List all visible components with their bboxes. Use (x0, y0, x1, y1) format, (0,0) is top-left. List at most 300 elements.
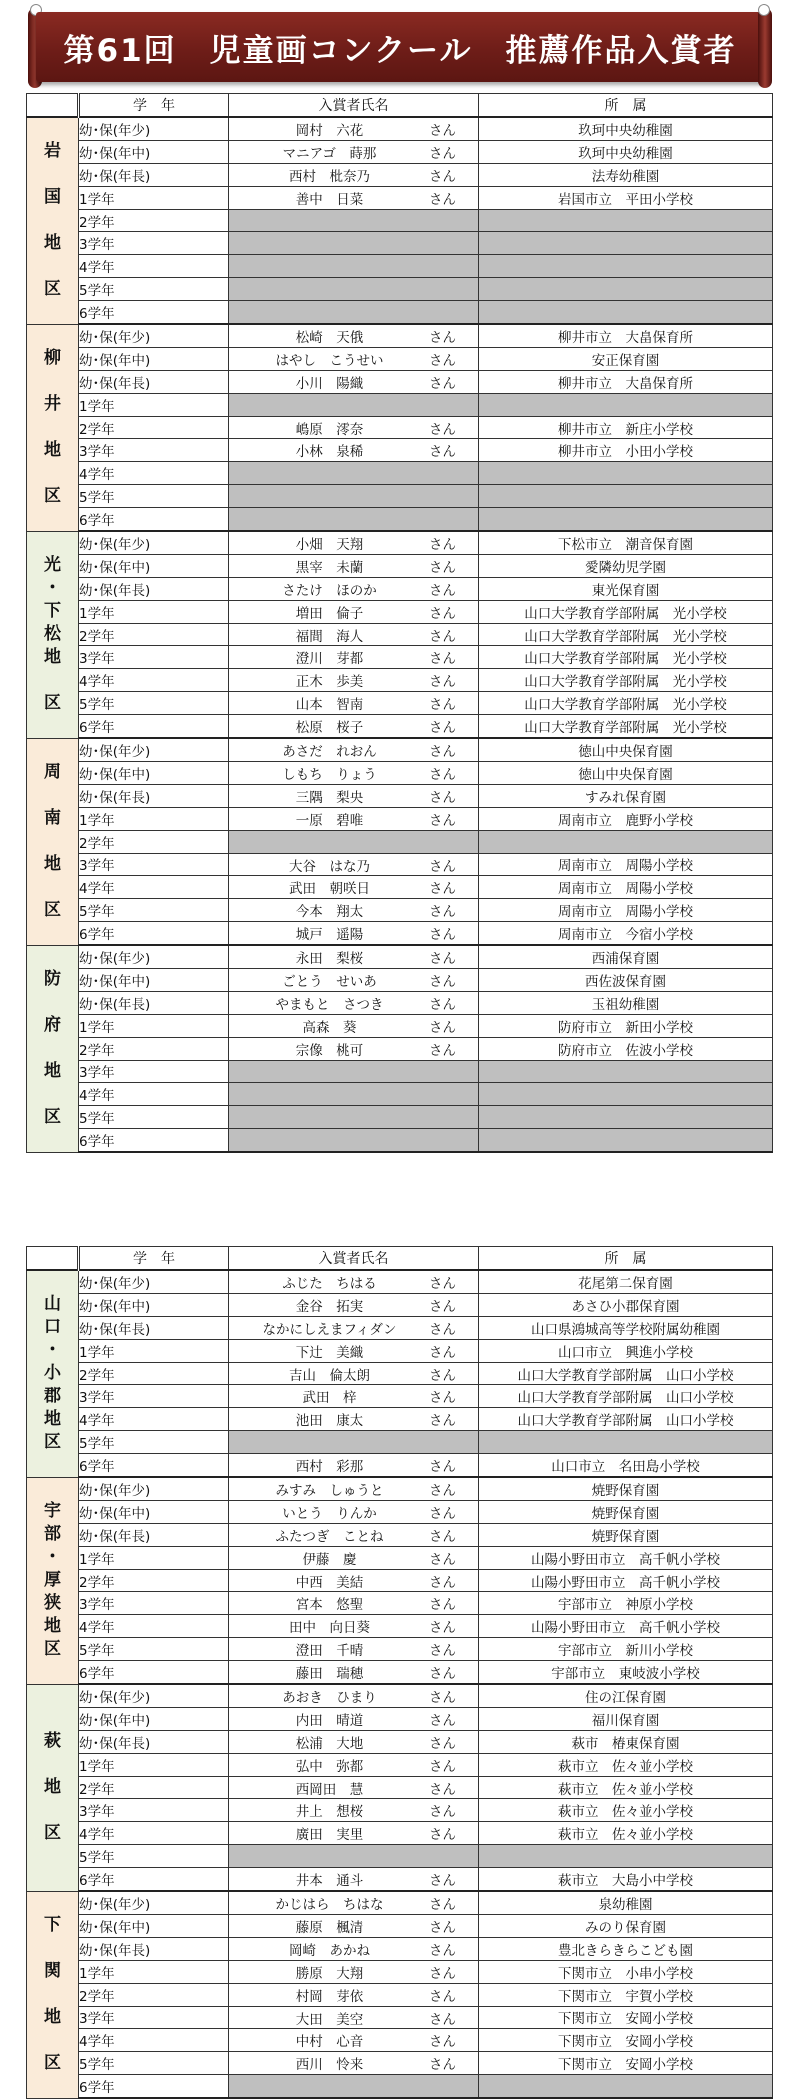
grade-cell: 幼･保(年長) (79, 1730, 229, 1753)
winner-name: ふじた ちはる (282, 1276, 377, 1292)
winner-name: あおき ひまり (282, 1690, 377, 1707)
honorific-suffix: さん (429, 375, 456, 392)
table-row (27, 1293, 773, 1316)
honorific-suffix: さん (429, 697, 456, 714)
empty-name-cell (229, 255, 479, 278)
winner-name: 小川 陽織 (295, 375, 364, 392)
honorific-suffix: さん (429, 1459, 456, 1476)
winner-name-cell (229, 1316, 479, 1339)
winner-name: 黒宰 未蘭 (295, 559, 364, 576)
winner-name-cell (229, 1960, 479, 1983)
honorific-suffix: さん (429, 1367, 456, 1384)
honorific-suffix: さん (429, 1505, 456, 1522)
empty-school-cell (479, 2075, 773, 2098)
empty-school-cell (479, 1060, 773, 1083)
winner-name: 岡村 六花 (295, 123, 364, 139)
region-label: 岩 国 地 区 (44, 141, 61, 300)
grade-cell: 1学年 (79, 600, 229, 623)
honorific-suffix: さん (429, 1919, 456, 1936)
table-row (27, 1845, 773, 1868)
honorific-suffix: さん (429, 1965, 456, 1982)
empty-name-cell (229, 232, 479, 255)
table-row (27, 807, 773, 830)
winner-name-cell (229, 1500, 479, 1523)
winner-name-cell (229, 117, 479, 140)
winner-name-cell (229, 1937, 479, 1960)
winner-name-cell (229, 1684, 479, 1707)
header-name: 入賞者氏名 (229, 94, 479, 118)
school-cell: 周南市立 鹿野小学校 (479, 807, 773, 830)
grade-cell: 3学年 (79, 1592, 229, 1615)
honorific-suffix: さん (429, 605, 456, 622)
honorific-suffix: さん (429, 2034, 456, 2051)
school-cell: 下松市立 潮音保育園 (479, 531, 773, 554)
empty-school-cell (479, 1431, 773, 1454)
grade-cell: 2学年 (79, 1569, 229, 1592)
school-cell: 焼野保育園 (479, 1523, 773, 1546)
grade-cell: 幼･保(年長) (79, 784, 229, 807)
school-cell: 玖珂中央幼稚園 (479, 117, 773, 140)
empty-name-cell (229, 1845, 479, 1868)
table-row (27, 1615, 773, 1638)
empty-name-cell (229, 508, 479, 531)
table-row (27, 1914, 773, 1937)
grade-cell: 5学年 (79, 278, 229, 301)
grade-cell: 4学年 (79, 1822, 229, 1845)
grade-cell: 幼･保(年中) (79, 347, 229, 370)
honorific-suffix: さん (429, 1413, 456, 1430)
honorific-suffix: さん (429, 1827, 456, 1844)
winner-name: 高森 葵 (302, 1019, 357, 1036)
table-row (27, 370, 773, 393)
empty-name-cell (229, 462, 479, 485)
school-cell: 徳山中央保育園 (479, 738, 773, 761)
winner-name: 武田 朝咲日 (289, 881, 370, 898)
header-grade: 学 年 (79, 94, 229, 118)
winner-name: 田中 向日葵 (289, 1620, 370, 1637)
winner-name: 岡崎 あかね (289, 1942, 370, 1959)
table-row (27, 347, 773, 370)
grade-cell: 幼･保(年少) (79, 945, 229, 968)
winner-name: 勝原 大翔 (295, 1965, 364, 1982)
table-row (27, 1083, 773, 1106)
empty-school-cell (479, 462, 773, 485)
grade-cell: 幼･保(年中) (79, 1914, 229, 1937)
grade-cell: 5学年 (79, 1106, 229, 1129)
honorific-suffix: さん (429, 1298, 456, 1315)
grade-cell: 2学年 (79, 1037, 229, 1060)
honorific-suffix: さん (429, 1690, 456, 1707)
winner-name-cell (229, 1523, 479, 1546)
table-row (27, 1868, 773, 1891)
grade-cell: 6学年 (79, 1661, 229, 1684)
winner-name-cell (229, 347, 479, 370)
honorific-suffix: さん (429, 766, 456, 783)
winner-name-cell (229, 1730, 479, 1753)
winner-name-cell (229, 1293, 479, 1316)
winner-name: 金谷 拓実 (295, 1298, 364, 1315)
honorific-suffix: さん (429, 168, 456, 185)
winner-name-cell (229, 1592, 479, 1615)
empty-school-cell (479, 209, 773, 232)
grade-cell: 5学年 (79, 1638, 229, 1661)
grade-cell: 幼･保(年少) (79, 324, 229, 347)
winner-name: 大谷 はな乃 (289, 858, 370, 875)
school-cell: 山口大学教育学部附属 山口小学校 (479, 1362, 773, 1385)
table-row (27, 945, 773, 968)
table-row (27, 186, 773, 209)
winner-name-cell (229, 1270, 479, 1293)
grade-cell: 4学年 (79, 1408, 229, 1431)
grade-cell: 2学年 (79, 209, 229, 232)
table-row (27, 2006, 773, 2029)
winner-name-cell (229, 669, 479, 692)
school-cell: 萩市立 佐々並小学校 (479, 1776, 773, 1799)
region-label: 宇 部 ・ 厚 狭 地 区 (44, 1501, 61, 1659)
winner-name-cell (229, 1014, 479, 1037)
school-cell: 泉幼稚園 (479, 1891, 773, 1914)
grade-cell: 6学年 (79, 715, 229, 738)
table-row (27, 1730, 773, 1753)
winner-name-cell (229, 646, 479, 669)
honorific-suffix: さん (429, 1321, 456, 1338)
table-row (27, 140, 773, 163)
table-row (27, 991, 773, 1014)
table-row (27, 508, 773, 531)
table-row (27, 623, 773, 646)
winner-name-cell (229, 1914, 479, 1937)
grade-cell: 4学年 (79, 255, 229, 278)
grade-cell: 幼･保(年長) (79, 1523, 229, 1546)
winner-name-cell (229, 991, 479, 1014)
table-row (27, 2075, 773, 2098)
honorific-suffix: さん (429, 1528, 456, 1545)
grade-cell: 幼･保(年少) (79, 117, 229, 140)
winner-name: 中西 美結 (295, 1574, 364, 1591)
school-cell: 安正保育園 (479, 347, 773, 370)
table-row (27, 1060, 773, 1083)
winner-name-cell (229, 623, 479, 646)
honorific-suffix: さん (429, 1390, 456, 1407)
table-row (27, 2029, 773, 2052)
grade-cell: 幼･保(年長) (79, 991, 229, 1014)
winner-name-cell (229, 324, 479, 347)
honorific-suffix: さん (429, 444, 456, 461)
empty-school-cell (479, 232, 773, 255)
honorific-suffix: さん (429, 123, 456, 139)
school-cell: 山口大学教育学部附属 光小学校 (479, 600, 773, 623)
region-cell (27, 117, 79, 324)
grade-cell: 幼･保(年長) (79, 163, 229, 186)
winner-name-cell (229, 761, 479, 784)
grade-cell: 6学年 (79, 1454, 229, 1477)
honorific-suffix: さん (429, 651, 456, 668)
empty-name-cell (229, 830, 479, 853)
grade-cell: 幼･保(年少) (79, 1270, 229, 1293)
table-row (27, 922, 773, 945)
winner-name-cell (229, 968, 479, 991)
school-cell: 焼野保育園 (479, 1500, 773, 1523)
honorific-suffix: さん (429, 537, 456, 554)
winner-name-cell (229, 1707, 479, 1730)
grade-cell: 2学年 (79, 830, 229, 853)
table-row (27, 577, 773, 600)
school-cell: 豊北きらきらこども園 (479, 1937, 773, 1960)
grade-cell: 1学年 (79, 1546, 229, 1569)
header-region-blank (27, 1247, 79, 1271)
grade-cell: 4学年 (79, 1615, 229, 1638)
table-row (27, 1270, 773, 1293)
header-school: 所 属 (479, 94, 773, 118)
winner-name: やまもと さつき (275, 996, 384, 1013)
school-cell: 福川保育園 (479, 1707, 773, 1730)
table-row (27, 761, 773, 784)
grade-cell: 幼･保(年中) (79, 1500, 229, 1523)
header-name: 入賞者氏名 (229, 1247, 479, 1271)
winner-name: 吉山 倫太朗 (289, 1367, 370, 1384)
winner-name: ふたつぎ ことね (275, 1528, 384, 1545)
empty-name-cell (229, 301, 479, 324)
region-label: 柳 井 地 区 (44, 348, 61, 506)
school-cell: 山陽小野田市立 高千帆小学校 (479, 1546, 773, 1569)
grade-cell: 2学年 (79, 1362, 229, 1385)
table-row (27, 738, 773, 761)
honorific-suffix: さん (429, 1042, 456, 1059)
winner-name-cell (229, 1776, 479, 1799)
table-row (27, 692, 773, 715)
school-cell: 西浦保育園 (479, 945, 773, 968)
table-row (27, 1684, 773, 1707)
winner-name-cell (229, 2029, 479, 2052)
banner-body (36, 12, 764, 82)
school-cell: 玖珂中央幼稚園 (479, 140, 773, 163)
school-cell: 山口大学教育学部附属 山口小学校 (479, 1385, 773, 1408)
table-row (27, 1937, 773, 1960)
empty-school-cell (479, 278, 773, 301)
honorific-suffix: さん (429, 812, 456, 829)
grade-cell: 4学年 (79, 1083, 229, 1106)
winner-name-cell (229, 1661, 479, 1684)
school-cell: 山口市立 興進小学校 (479, 1339, 773, 1362)
school-cell: 宇部市立 新川小学校 (479, 1638, 773, 1661)
award-table-1 (26, 93, 773, 1153)
winner-name: 松浦 大地 (295, 1735, 364, 1752)
school-cell: 花尾第二保育園 (479, 1270, 773, 1293)
honorific-suffix: さん (429, 674, 456, 691)
school-cell: すみれ保育園 (479, 784, 773, 807)
school-cell: 柳井市立 新庄小学校 (479, 416, 773, 439)
table-row (27, 232, 773, 255)
table-row (27, 968, 773, 991)
school-cell: 周南市立 周陽小学校 (479, 876, 773, 899)
winner-name-cell (229, 784, 479, 807)
region-cell (27, 1684, 79, 1891)
table-row (27, 278, 773, 301)
region-label: 周 南 地 区 (44, 762, 61, 920)
table-row (27, 1431, 773, 1454)
school-cell: 周南市立 周陽小学校 (479, 853, 773, 876)
grade-cell: 幼･保(年少) (79, 1477, 229, 1500)
grade-cell: 3学年 (79, 1799, 229, 1822)
winner-name-cell (229, 1408, 479, 1431)
winner-name: 廣田 実里 (295, 1827, 364, 1844)
grade-cell: 1学年 (79, 186, 229, 209)
winner-name-cell (229, 554, 479, 577)
grade-cell: 1学年 (79, 393, 229, 416)
school-cell: 周南市立 今宿小学校 (479, 922, 773, 945)
header-school: 所 属 (479, 1247, 773, 1271)
region-label: 防 府 地 区 (44, 969, 61, 1127)
winner-name: みすみ しゅうと (275, 1483, 384, 1500)
winner-name: 下辻 美織 (295, 1344, 364, 1361)
winner-name-cell (229, 807, 479, 830)
winner-name: いとう りんか (282, 1505, 377, 1522)
winner-name: はやし こうせい (275, 352, 384, 369)
empty-school-cell (479, 830, 773, 853)
grade-cell: 幼･保(年長) (79, 1316, 229, 1339)
table-row (27, 2052, 773, 2075)
table-row (27, 439, 773, 462)
table-row (27, 1592, 773, 1615)
school-cell: 山口大学教育学部附属 光小学校 (479, 646, 773, 669)
empty-school-cell (479, 393, 773, 416)
winner-name-cell (229, 1037, 479, 1060)
table-row (27, 1129, 773, 1152)
empty-name-cell (229, 485, 479, 508)
honorific-suffix: さん (429, 352, 456, 369)
school-cell: 山陽小野田市立 高千帆小学校 (479, 1615, 773, 1638)
school-cell: 柳井市立 大畠保育所 (479, 324, 773, 347)
empty-name-cell (229, 1431, 479, 1454)
grade-cell: 4学年 (79, 462, 229, 485)
winner-name-cell (229, 1753, 479, 1776)
school-cell: 山口大学教育学部附属 光小学校 (479, 715, 773, 738)
honorific-suffix: さん (429, 559, 456, 576)
school-cell: 山口大学教育学部附属 光小学校 (479, 623, 773, 646)
winner-name-cell (229, 1454, 479, 1477)
winner-name-cell (229, 1799, 479, 1822)
school-cell: 萩市 椿東保育園 (479, 1730, 773, 1753)
winner-name-cell (229, 2052, 479, 2075)
grade-cell: 幼･保(年中) (79, 968, 229, 991)
table-row (27, 1960, 773, 1983)
winner-name-cell (229, 531, 479, 554)
award-table-2 (26, 1246, 773, 2099)
winner-name: 井本 通斗 (295, 1873, 364, 1890)
grade-cell: 2学年 (79, 416, 229, 439)
table-row (27, 715, 773, 738)
table-row (27, 393, 773, 416)
region-cell (27, 738, 79, 945)
school-cell: 萩市立 佐々並小学校 (479, 1822, 773, 1845)
honorific-suffix: さん (429, 145, 456, 162)
winner-name: 福間 海人 (295, 628, 364, 645)
school-cell: 山口大学教育学部附属 光小学校 (479, 692, 773, 715)
empty-school-cell (479, 1129, 773, 1152)
honorific-suffix: さん (429, 1620, 456, 1637)
winner-name: 西岡田 慧 (295, 1781, 364, 1798)
honorific-suffix: さん (429, 1483, 456, 1500)
winner-name: なかにしえまフィダン (262, 1321, 397, 1338)
winner-name: 伊藤 慶 (302, 1551, 357, 1568)
table-row (27, 646, 773, 669)
table-row (27, 1546, 773, 1569)
honorific-suffix: さん (429, 2057, 456, 2074)
winner-name-cell (229, 140, 479, 163)
school-cell: 東光保育園 (479, 577, 773, 600)
grade-cell: 6学年 (79, 2075, 229, 2098)
winner-name: 藤田 瑞穂 (295, 1666, 364, 1683)
school-cell: 住の江保育園 (479, 1684, 773, 1707)
grade-cell: 5学年 (79, 1845, 229, 1868)
table-row (27, 1661, 773, 1684)
table-row (27, 1776, 773, 1799)
empty-name-cell (229, 2075, 479, 2098)
winner-name-cell (229, 600, 479, 623)
winner-name: 宮本 悠聖 (295, 1597, 364, 1614)
grade-cell: 3学年 (79, 439, 229, 462)
honorific-suffix: さん (429, 421, 456, 438)
winner-name-cell (229, 1891, 479, 1914)
winner-name: 西村 彩那 (295, 1459, 364, 1476)
scroll-end-right (758, 8, 772, 88)
table-row (27, 1500, 773, 1523)
table-row (27, 1037, 773, 1060)
table-row (27, 899, 773, 922)
school-cell: 周南市立 周陽小学校 (479, 899, 773, 922)
winner-name-cell (229, 1615, 479, 1638)
honorific-suffix: さん (429, 1897, 456, 1914)
winner-name-cell (229, 577, 479, 600)
school-cell: 下関市立 小串小学校 (479, 1960, 773, 1983)
winner-name: 西川 怜来 (295, 2057, 364, 2074)
grade-cell: 幼･保(年少) (79, 531, 229, 554)
table-row (27, 485, 773, 508)
winner-name: 正木 歩美 (295, 674, 364, 691)
honorific-suffix: さん (429, 1574, 456, 1591)
winner-name-cell (229, 715, 479, 738)
school-cell: 宇部市立 神原小学校 (479, 1592, 773, 1615)
empty-name-cell (229, 1060, 479, 1083)
grade-cell: 3学年 (79, 646, 229, 669)
table-row (27, 853, 773, 876)
winner-name: 嶋原 澪奈 (295, 421, 364, 438)
winner-name: あさだ れおん (282, 744, 377, 761)
grade-cell: 6学年 (79, 1129, 229, 1152)
grade-cell: 3学年 (79, 232, 229, 255)
grade-cell: 3学年 (79, 1385, 229, 1408)
table-row (27, 1569, 773, 1592)
winner-name: マニアゴ 蒔那 (282, 145, 377, 162)
region-label: 山 口 ・ 小 郡 地 区 (44, 1294, 61, 1453)
school-cell: 山陽小野田市立 高千帆小学校 (479, 1569, 773, 1592)
grade-cell: 5学年 (79, 2052, 229, 2075)
header-region-blank (27, 94, 79, 118)
winner-name: 城戸 遥陽 (295, 927, 364, 944)
region-label: 下 関 地 区 (44, 1915, 61, 2073)
grade-cell: 幼･保(年少) (79, 1891, 229, 1914)
honorific-suffix: さん (429, 858, 456, 875)
empty-school-cell (479, 255, 773, 278)
region-label: 光 ・ 下 松 地 区 (44, 555, 61, 713)
winner-name: 中村 心音 (295, 2034, 364, 2051)
winner-name-cell (229, 899, 479, 922)
school-cell: 岩国市立 平田小学校 (479, 186, 773, 209)
grade-cell: 幼･保(年長) (79, 370, 229, 393)
grade-cell: 1学年 (79, 807, 229, 830)
school-cell: 萩市立 大島小中学校 (479, 1868, 773, 1891)
grade-cell: 幼･保(年中) (79, 761, 229, 784)
